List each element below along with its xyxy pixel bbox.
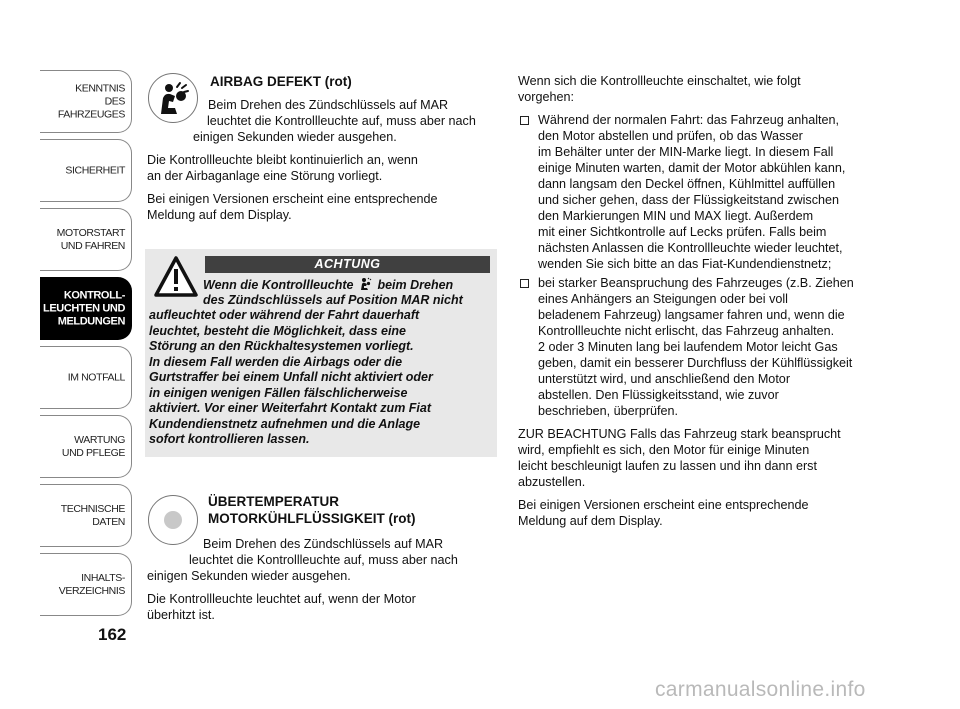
tab-inhaltsverzeichnis[interactable]: INHALTS- VERZEICHNIS <box>40 553 132 616</box>
airbag-p2-line1: Die Kontrollleuchte bleibt kontinuierlich an, wenn <box>147 153 418 167</box>
warning-line5: Störung an den Rückhaltesystemen vorliegt. <box>149 339 414 353</box>
outro-line1: Bei einigen Versionen erscheint eine entsprechende <box>518 498 809 512</box>
bullet1-line10: wenden Sie sich bitte an das Fiat-Kundendienstnetz; <box>538 257 832 271</box>
tab-technische-daten[interactable]: TECHNISCHE DATEN <box>40 484 132 547</box>
warning-line9: aktiviert. Vor einer Weiterfahrt Kontakt zum Fiat <box>149 401 432 415</box>
bullet2-line9: beschrieben, überprüfen. <box>538 404 679 418</box>
bullet1-line6: und sicher gehen, dass der Flüssigkeitstand zwischen <box>538 193 840 207</box>
outro-line2: Meldung auf dem Display. <box>518 514 663 528</box>
airbag-p1-line3: einigen Sekunden wieder ausgehen. <box>193 130 397 144</box>
airbag-inline-icon <box>359 277 372 291</box>
warning-line3: aufleuchtet oder während der Fahrt dauerhaft <box>149 308 420 322</box>
bullet2-line6: geben, damit ein besserer Durchfluss der Kühlflüssigkeit <box>538 356 853 370</box>
note-line4: abzustellen. <box>518 475 586 489</box>
bullet1-line1: Während der normalen Fahrt: das Fahrzeug anhalten, <box>538 113 840 127</box>
bullet1-line7: den Markierungen MIN und MAX liegt. Außerdem <box>538 209 814 223</box>
temp-title-line2: MOTORKÜHLFLÜSSIGKEIT (rot) <box>208 511 416 526</box>
warning-line4: leuchtet, besteht die Möglichkeit, dass eine <box>149 323 407 338</box>
chapter-sidebar <box>40 70 132 622</box>
temp-p1-line1: Beim Drehen des Zündschlüssels auf MAR <box>203 537 444 551</box>
warning-line10: Kundendienstnetz aufnehmen und die Anlage <box>149 416 421 431</box>
temp-title-line1: ÜBERTEMPERATUR <box>208 494 339 509</box>
tab-im-notfall[interactable]: IM NOTFALL <box>40 346 132 409</box>
bullet2-line3: beladenem Fahrzeug) langsamer fahren und, wenn die <box>538 308 845 322</box>
coolant-indicator-dot <box>164 511 182 529</box>
warning-triangle-icon <box>153 255 199 299</box>
bullet2-line1: bei starker Beanspruchung des Fahrzeuges (z.B. Ziehen <box>538 276 854 290</box>
coolant-temperature-icon <box>148 495 198 545</box>
warning-line2: des Zündschlüssels auf Position MAR nicht <box>203 292 463 307</box>
tab-kontrollleuchten[interactable]: KONTROLL- LEUCHTEN UND MELDUNGEN <box>40 277 132 340</box>
airbag-p2-line2: an der Airbaganlage eine Störung vorliegt. <box>147 169 383 183</box>
checkbox-bullet <box>520 116 529 125</box>
achtung-label: ACHTUNG <box>205 256 490 273</box>
airbag-p3-line1: Bei einigen Versionen erscheint eine entsprechende <box>147 192 438 206</box>
bullet1-line2: den Motor abstellen und prüfen, ob das Wasser <box>538 129 803 143</box>
checkbox-bullet <box>520 279 529 288</box>
warning-box <box>145 249 497 457</box>
temp-p2-line1: Die Kontrollleuchte leuchtet auf, wenn der Motor <box>147 592 416 606</box>
warning-line8: in einigen wenigen Fällen fälschlicherweise <box>149 385 408 400</box>
airbag-p1-line1: Beim Drehen des Zündschlüssels auf MAR <box>208 98 449 112</box>
airbag-person-icon <box>148 73 198 123</box>
airbag-p1-line2: leuchtet die Kontrollleuchte auf, muss aber nach <box>207 114 476 128</box>
tab-kenntnis[interactable]: KENNTNIS DES FAHRZEUGES <box>40 70 132 133</box>
temp-p2-line2: überhitzt ist. <box>147 608 215 622</box>
warning-line6: In diesem Fall werden die Airbags oder die <box>149 354 403 369</box>
bullet1-line4: einige Minuten warten, damit der Motor abkühlen kann, <box>538 161 846 175</box>
intro-line1: Wenn sich die Kontrollleuchte einschaltet, wie folgt <box>518 74 801 88</box>
bullet2-line8: abstellen. Den Flüssigkeitsstand, wie zuvor <box>538 388 779 402</box>
bullet1-line8: mit einer Sichtkontrolle auf Lecks prüfen. Falls beim <box>538 225 827 239</box>
temp-p1-line3: einigen Sekunden wieder ausgehen. <box>147 569 351 583</box>
watermark-text: carmanualsonline.info <box>655 678 866 701</box>
note-line2: wird, empfiehlt es sich, den Motor für einige Minuten <box>518 443 810 457</box>
tab-motorstart[interactable]: MOTORSTART UND FAHREN <box>40 208 132 271</box>
warning-line1: Wenn die Kontrollleuchte beim Drehen <box>203 278 454 292</box>
page-number: 162 <box>98 625 127 644</box>
airbag-title: AIRBAG DEFEKT (rot) <box>210 74 352 89</box>
bullet1-line3: im Behälter unter der MIN-Marke liegt. In diesem Fall <box>538 145 834 159</box>
temp-p1-line2: leuchtet die Kontrollleuchte auf, muss aber nach <box>189 553 458 567</box>
bullet1-line5: dann langsam den Deckel öffnen, Kühlmittel auffüllen <box>538 177 836 191</box>
note-line1: ZUR BEACHTUNG Falls das Fahrzeug stark beansprucht <box>518 427 841 441</box>
bullet2-line7: unterstützt wird, und anschließend den Motor <box>538 372 791 386</box>
airbag-p3-line2: Meldung auf dem Display. <box>147 208 292 222</box>
tab-wartung[interactable]: WARTUNG UND PFLEGE <box>40 415 132 478</box>
warning-line7: Gurtstraffer bei einem Unfall nicht aktiviert oder <box>149 370 433 384</box>
warning-line11: sofort kontrollieren lassen. <box>149 432 310 446</box>
tab-sicherheit[interactable]: SICHERHEIT <box>40 139 132 202</box>
bullet2-line5: 2 oder 3 Minuten lang bei laufendem Motor leicht Gas <box>538 340 838 354</box>
intro-line2: vorgehen: <box>518 90 575 104</box>
bullet2-line2: eines Anhängers an Steigungen oder bei voll <box>538 292 788 306</box>
bullet2-line4: Kontrollleuchte nicht erlischt, das Fahrzeug anhalten. <box>538 324 835 338</box>
bullet1-line9: nächsten Anlassen die Kontrollleuchte wieder leuchtet, <box>538 241 843 255</box>
note-line3: leicht beschleunigt laufen zu lassen und ihn dann erst <box>518 459 817 473</box>
